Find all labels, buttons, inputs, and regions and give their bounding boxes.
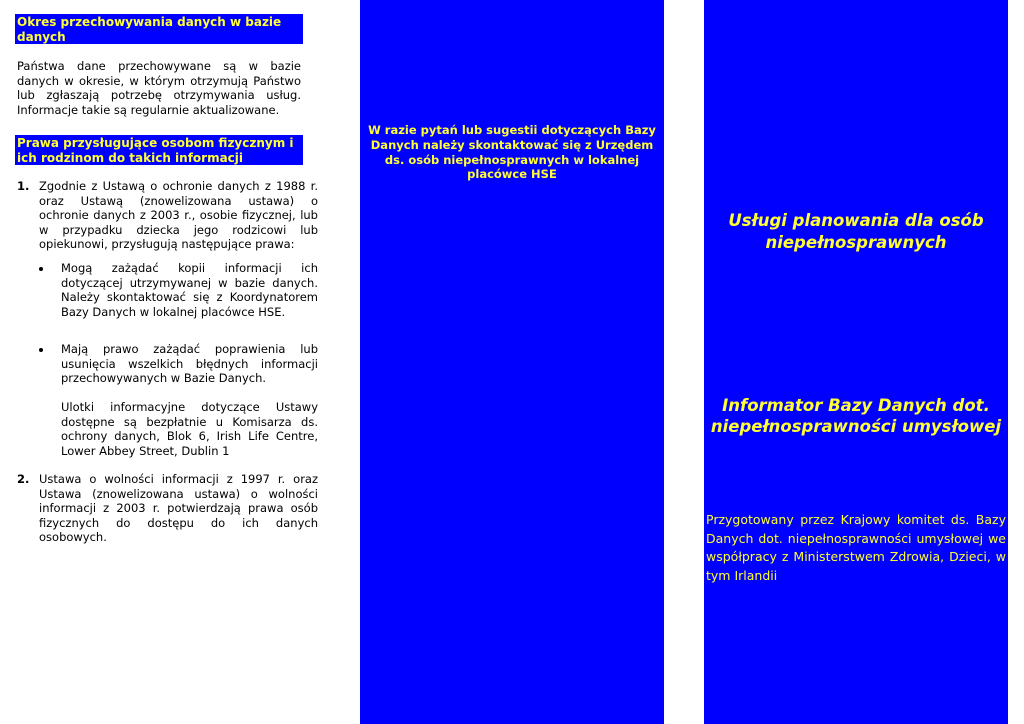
- item-2-text: Ustawa o wolności informacji z 1997 r. oraz Ustawa (znowelizowana ustawa) o wolności informacji z 2003 r. potwierdzają prawa osób fizycznych do dostępu do ich danych osobowych.: [39, 472, 318, 545]
- contact-info-text: W razie pytań lub sugestii dotyczących Bazy Danych należy skontaktować się z Urzędem ds. osób niepełnosprawnych w lokalnej placówce HSE: [368, 123, 656, 182]
- bullet-1-text: Mogą zażądać kopii informacji ich dotyczącej utrzymywanej w bazie danych. Należy skontaktować się z Koordynatorem Bazy Danych w lokalnej placówce HSE.: [61, 261, 318, 319]
- item-1-text: Zgodnie z Ustawą o ochronie danych z 1988 r. oraz Ustawą (znowelizowana ustawa) o ochronie danych z 2003 r., osobie fizycznej, lub w przypadku dziecka jego rodzicowi lub opiekunowi, przysługują następujące prawa:: [39, 179, 318, 252]
- left-panel: [0, 0, 340, 724]
- bullet-2-extra-text: Ulotki informacyjne dotyczące Ustawy dostępne są bezpłatnie u Komisarza ds. ochrony danych, Blok 6, Irish Life Centre, Lower Abbey Street, Dublin 1: [61, 400, 318, 458]
- item-1-number: 1.: [17, 179, 30, 193]
- rights-heading: Prawa przysługujące osobom fizycznym i ich rodzinom do takich informacji: [15, 135, 303, 165]
- cover-panel: [704, 0, 1008, 724]
- middle-panel: [360, 0, 664, 724]
- prepared-by-text: Przygotowany przez Krajowy komitet ds. Bazy Danych dot. niepełnosprawności umysłowej we współpracy z Ministerstwem Zdrowia, Dzieci, w tym Irlandii: [706, 512, 1006, 583]
- item-2-number: 2.: [17, 472, 30, 486]
- retention-heading: Okres przechowywania danych w bazie danych: [15, 14, 303, 44]
- bullet-1-dot: [39, 267, 43, 271]
- cover-title: Usługi planowania dla osób niepełnosprawnych: [728, 211, 984, 252]
- cover-subtitle: Informator Bazy Danych dot. niepełnosprawności umysłowej: [710, 396, 1002, 436]
- bullet-2-dot: [39, 348, 43, 352]
- retention-paragraph: Państwa dane przechowywane są w bazie danych w okresie, w którym otrzymują Państwo lub zgłaszają potrzebę otrzymywania usług. Informacje takie są regularnie aktualizowane.: [17, 59, 301, 117]
- bullet-2-text: Mają prawo zażądać poprawienia lub usunięcia wszelkich błędnych informacji przechowywanych w Bazie Danych.: [61, 342, 318, 386]
